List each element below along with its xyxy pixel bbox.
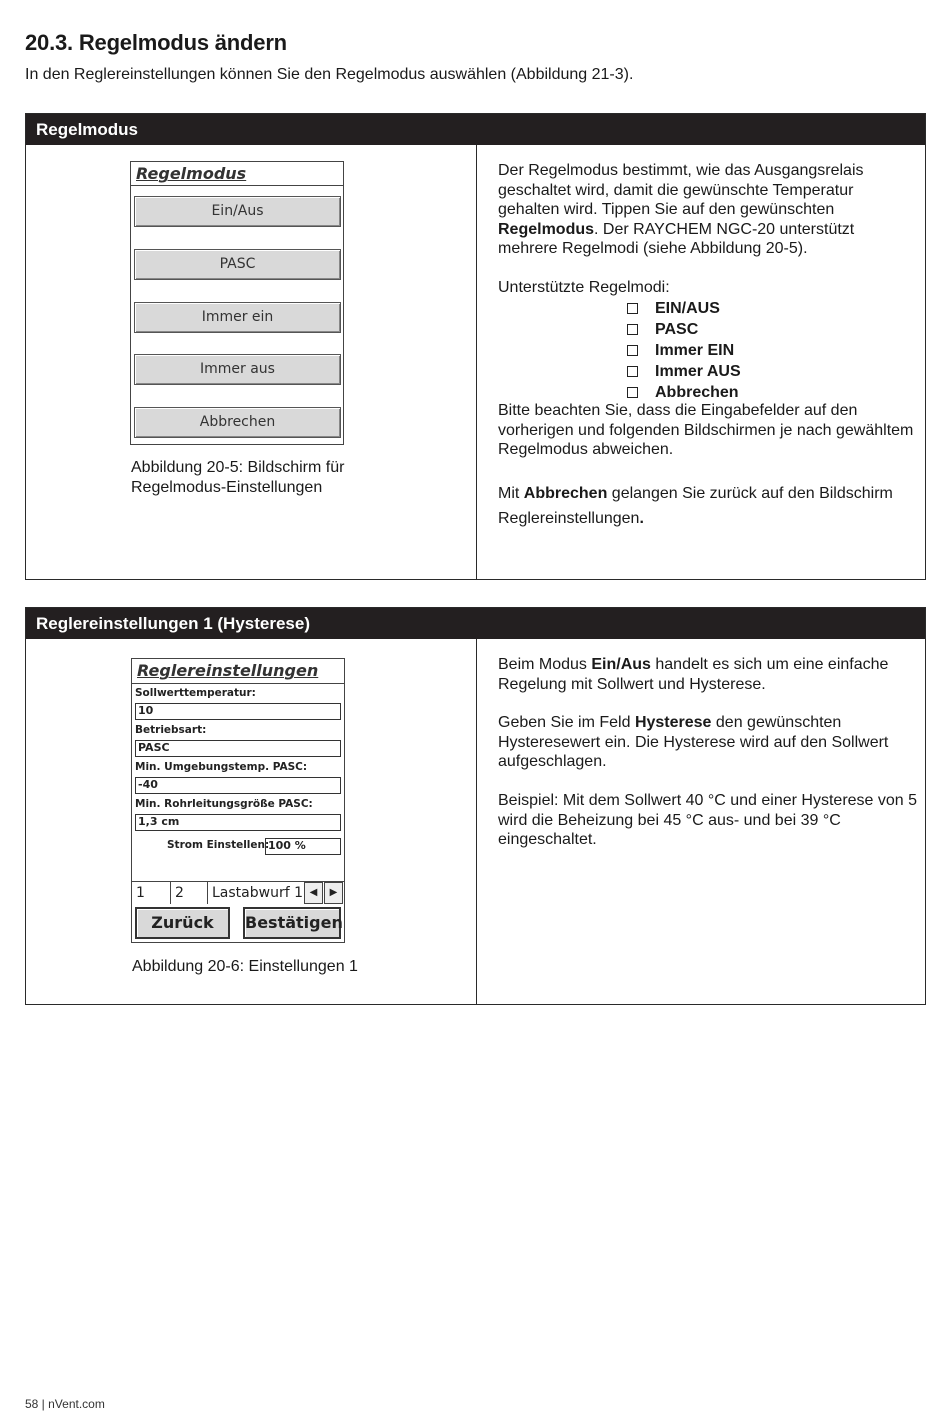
page-footer: 58 | nVent.com [25,1397,105,1411]
intro-text: In den Reglereinstellungen können Sie den Regelmodus auswählen (Abbildung 21-3). [25,66,634,83]
sollwert-input[interactable]: 10 [135,703,341,720]
field-label: Sollwerttemperatur: [135,687,256,699]
paragraph: Beim Modus Ein/Aus handelt es sich um eine einfache Regelung mit Sollwert und Hysterese. [498,656,889,693]
caption-line: Abbildung 20-5: Bildschirm für [131,459,345,476]
abbrechen-button[interactable]: Abbrechen [134,407,341,438]
list-item: Immer AUS [627,361,741,382]
tab-2[interactable]: 2 [170,882,208,904]
figure-caption [131,458,344,498]
field-label: Min. Umgebungstemp. PASC: [135,761,308,773]
ein-aus-button[interactable]: Ein/Aus [134,196,341,227]
immer-aus-button[interactable]: Immer aus [134,354,341,385]
rohrleitung-input[interactable]: 1,3 cm [135,814,341,831]
betriebsart-input[interactable]: PASC [135,740,341,757]
tab-lastabwurf[interactable]: Lastabwurf 1 [212,885,303,901]
section-regelmodus [25,113,926,580]
checkbox-icon [627,366,638,377]
checkbox-icon [627,324,638,335]
list-item: EIN/AUS [627,298,741,319]
modes-list [627,298,741,403]
reglereinstellungen-screen [131,658,345,943]
list-item: PASC [627,319,741,340]
screen-tabs [132,881,344,904]
list-item: Immer EIN [627,340,741,361]
section-reglereinstellungen [25,607,926,1005]
paragraph: Geben Sie im Feld Hysterese den gewünschten Hysteresewert ein. Die Hysterese wird auf den Sollwert aufgeschlagen. [498,714,889,770]
checkbox-icon [627,387,638,398]
paragraph: Der Regelmodus bestimmt, wie das Ausgangsrelais geschaltet wird, damit die gewünschte Temperatur gehalten wird. Tippen Sie auf den gewünschten Regelmodus. Der RAYCHEM NGC-20 unterstützt mehrere Regelmodi (siehe Abbildung 20-5). [498,162,864,257]
field-label: Betriebsart: [135,724,207,736]
section-title: Regelmodus [26,114,925,145]
figure-column [26,145,477,579]
paragraph: Bitte beachten Sie, dass die Eingabefelder auf den vorherigen und folgenden Bildschirmen je nach gewähltem Regelmodus abweichen. [498,402,914,458]
caption-line: Regelmodus-Einstellungen [131,479,323,496]
text-column [477,145,925,579]
page-heading: 20.3. Regelmodus ändern [25,30,287,55]
immer-ein-button[interactable]: Immer ein [134,302,341,333]
figure-caption: Abbildung 20-6: Einstellungen 1 [132,958,358,975]
back-button[interactable]: Zurück [135,907,230,939]
strom-input[interactable]: 100 % [265,838,341,855]
text-column [477,639,925,1004]
section-title: Reglereinstellungen 1 (Hysterese) [26,608,925,639]
pasc-button[interactable]: PASC [134,249,341,280]
umgebungstemp-input[interactable]: -40 [135,777,341,794]
field-label: Strom Einstellen: [167,839,270,851]
checkbox-icon [627,303,638,314]
screen-title: Reglereinstellungen [132,659,344,684]
paragraph: Beispiel: Mit dem Sollwert 40 °C und einer Hysterese von 5 wird die Beheizung bei 45 °C aus- und bei 39 °C eingeschaltet. [498,792,918,848]
modes-label: Unterstützte Regelmodi: [498,279,670,296]
regelmodus-screen [130,161,344,445]
paragraph: Mit Abbrechen gelangen Sie zurück auf den Bildschirm Reglereinstellungen. [498,485,893,527]
field-label: Min. Rohrleitungsgröße PASC: [135,798,313,810]
screen-title: Regelmodus [131,162,343,186]
arrow-right-icon[interactable]: ▶ [324,882,343,904]
tab-1[interactable]: 1 [136,885,145,901]
confirm-button[interactable]: Bestätigen [243,907,341,939]
figure-column [26,639,477,1004]
list-item: Abbrechen [627,382,741,403]
arrow-left-icon[interactable]: ◀ [304,882,323,904]
checkbox-icon [627,345,638,356]
